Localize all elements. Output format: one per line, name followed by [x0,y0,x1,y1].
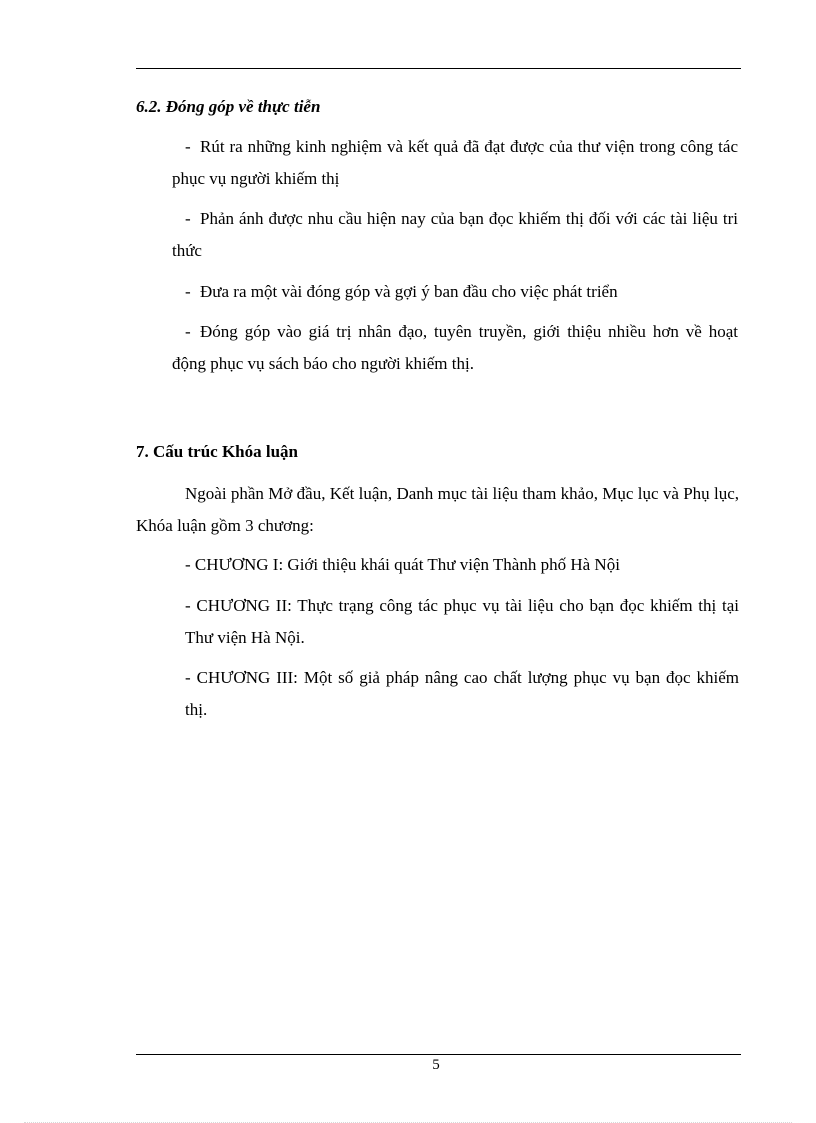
section-heading-7: 7. Cấu trúc Khóa luận [136,442,298,461]
bullet-dash: - [185,282,191,301]
header-rule [136,68,741,69]
bullet-text: Rút ra những kinh nghiệm và kết quả đã đạt được của thư viện trong công tác phục vụ người khiếm thị [172,137,738,188]
bullet-item-4 [172,316,738,380]
page-number: 5 [432,1057,440,1073]
chapter-item-2: - CHƯƠNG II: Thực trạng công tác phục vụ tài liệu cho bạn đọc khiếm thị tại Thư viện Hà Nội. [185,596,739,647]
section-heading-6-2: 6.2. Đóng góp về thực tiễn [136,97,321,116]
footer-rule [136,1054,741,1055]
chapter-item-1: - CHƯƠNG I: Giới thiệu khái quát Thư viện Thành phố Hà Nội [185,555,620,574]
section-7-intro: Ngoài phần Mở đầu, Kết luận, Danh mục tài liệu tham khảo, Mục lục và Phụ lục, Khóa luận gồm 3 chương: [136,484,739,535]
bullet-dash: - [185,322,191,341]
bullet-dash: - [185,137,191,156]
chapter-item-3: - CHƯƠNG III: Một số giả pháp nâng cao chất lượng phục vụ bạn đọc khiếm thị. [185,668,739,719]
bullet-dash: - [185,209,191,228]
bullet-text: Phản ánh được nhu cầu hiện nay của bạn đọc khiếm thị đối với các tài liệu tri thức [172,209,738,260]
bullet-text: Đóng góp vào giá trị nhân đạo, tuyên truyền, giới thiệu nhiều hơn về hoạt động phục vụ sách báo cho người khiếm thị. [172,322,738,373]
bullet-item-1 [172,131,738,195]
bullet-item-3 [185,276,738,308]
bullet-item-2 [172,203,738,267]
bullet-text: Đưa ra một vài đóng góp và gợi ý ban đầu cho việc phát triển [200,282,618,301]
